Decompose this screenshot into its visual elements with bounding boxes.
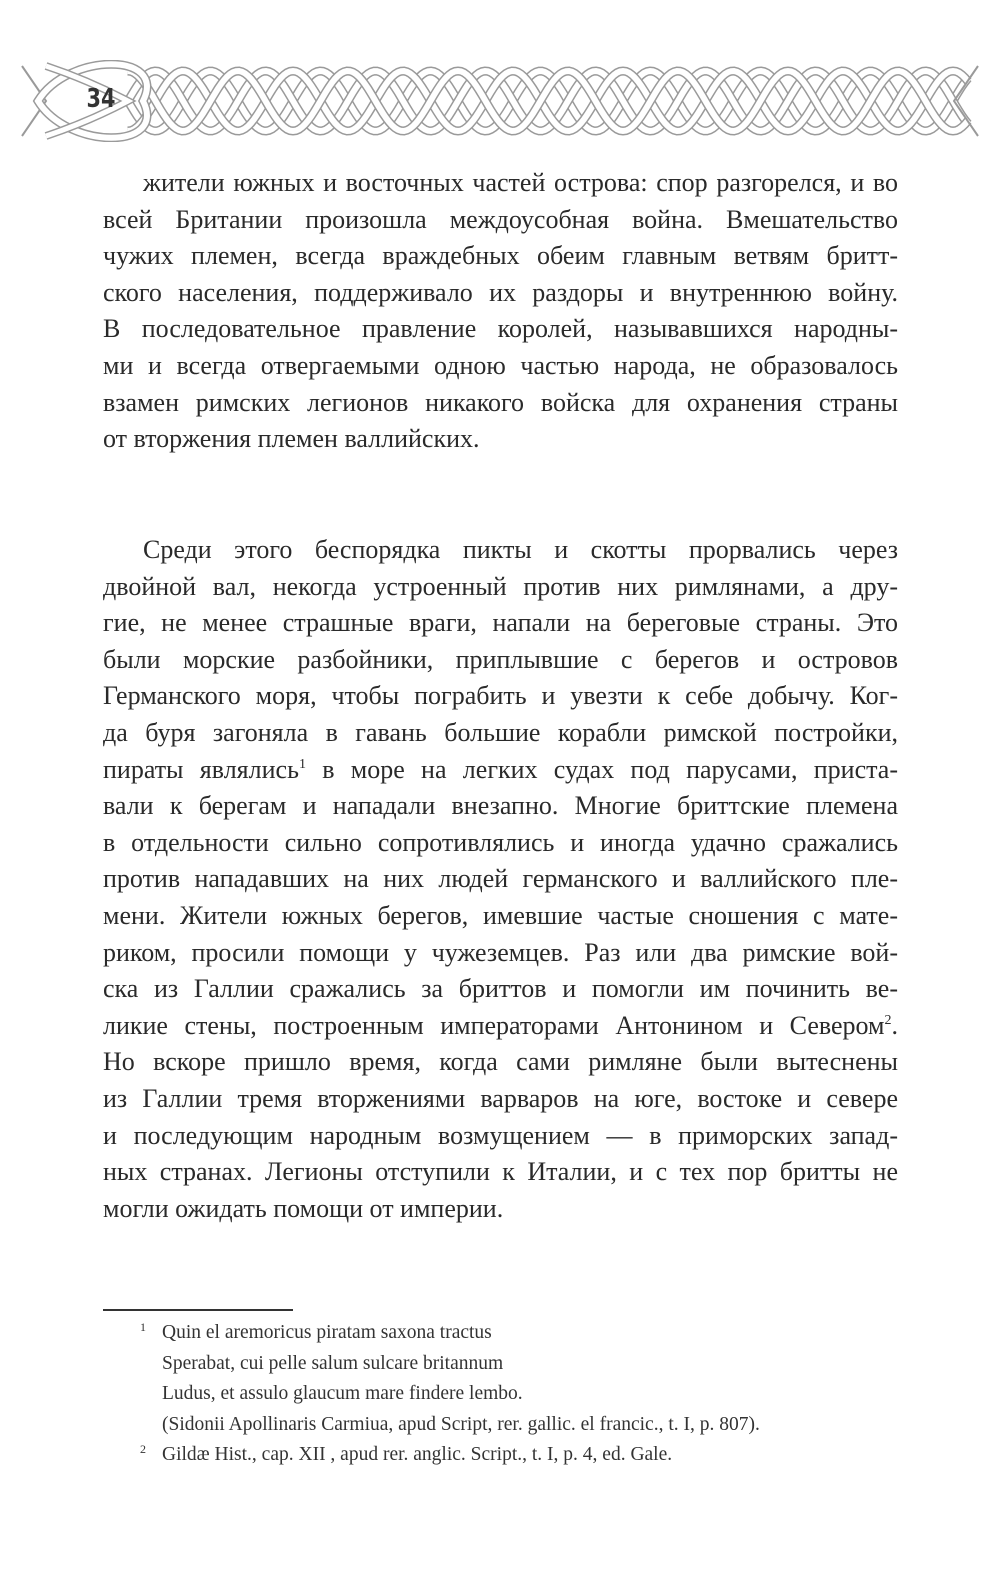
text-segment: Но вскоре пришло время, когда сами римляне были вытеснены — [103, 1047, 898, 1077]
text-line — [103, 202, 898, 239]
text-segment: вали к берегам и нападали внезапно. Многие бриттские племена — [103, 791, 898, 821]
text-line — [103, 971, 898, 1008]
footnote-reference: 2 — [884, 1012, 892, 1028]
text-segment: пираты являлись — [103, 754, 299, 784]
text-line — [103, 678, 898, 715]
text-segment: ных странах. Легионы отступили к Италии, и с тех пор бритты не — [103, 1157, 898, 1187]
text-segment: чужих племен, всегда враждебных обеим главным ветвям бритт- — [103, 241, 898, 271]
text-segment: двойной вал, некогда устроенный против них римлянами, а дру- — [103, 571, 898, 601]
footnote-line — [140, 1410, 760, 1441]
text-line — [103, 935, 898, 972]
text-line — [103, 311, 898, 348]
text-line — [103, 385, 898, 422]
text-line — [103, 1191, 898, 1228]
text-segment: от вторжения племен валлийских. — [103, 424, 480, 454]
text-segment: мени. Жители южных берегов, имевшие частые сношения с мате- — [103, 900, 898, 930]
text-line — [103, 1044, 898, 1081]
text-segment: ми и всегда отвергаемыми одною частью народа, не образовалось — [103, 350, 898, 380]
footnote-text: (Sidonii Apollinaris Carmiua, apud Script, rer. gallic. el francic., t. I, p. 807). — [162, 1413, 760, 1435]
text-line — [103, 861, 898, 898]
text-segment: в море на легких судах под парусами, приста- — [305, 754, 899, 784]
text-line — [103, 238, 898, 275]
text-line — [103, 752, 898, 789]
footnote-line — [140, 1349, 760, 1380]
text-segment: взамен римских легионов никакого войска для охранения страны — [103, 387, 898, 417]
text-segment: Среди этого беспорядка пикты и скотты прорвались через — [143, 535, 898, 564]
text-segment: против нападавших на них людей германского и валлийского пле- — [103, 864, 898, 894]
text-line — [103, 788, 898, 825]
text-line — [103, 715, 898, 752]
footnote-text: Quin el aremoricus piratam saxona tractus — [162, 1322, 492, 1343]
text-segment: гие, не менее страшные враги, напали на береговые страны. Это — [103, 608, 898, 638]
footnote-separator — [103, 1309, 293, 1311]
footnotes — [140, 1318, 760, 1471]
text-line — [103, 605, 898, 642]
text-line — [103, 1154, 898, 1191]
text-line — [103, 1008, 898, 1045]
text-segment: ского населения, поддерживало их раздоры и внутреннюю войну. — [103, 277, 898, 307]
text-segment: . — [891, 1010, 898, 1040]
text-segment: жители южных и восточных частей острова: спор разгорелся, и во — [143, 168, 898, 197]
text-segment: Германского моря, чтобы пограбить и увезти к себе добычу. Ког- — [103, 681, 898, 711]
text-line — [103, 1118, 898, 1155]
text-segment: ликие стены, построенным императорами Антонином и Севером — [103, 1010, 885, 1040]
text-segment: в отдельности сильно сопротивлялись и иногда удачно сражались — [103, 827, 898, 857]
text-line — [103, 532, 898, 569]
page-number: 34 — [86, 84, 116, 114]
footnote-text: Sperabat, cui pelle salum sulcare britannum — [162, 1352, 504, 1374]
text-line — [103, 825, 898, 862]
footnote-number: 2 — [140, 1442, 146, 1456]
text-line — [103, 642, 898, 679]
text-segment: риком, просили помощи у чужеземцев. Раз или два римские вой- — [103, 937, 898, 967]
text-segment: были морские разбойники, приплывшие с берегов и островов — [103, 644, 898, 674]
paragraph-2 — [103, 532, 898, 1227]
text-line — [103, 1081, 898, 1118]
celtic-knot-header-ornament — [18, 60, 982, 142]
text-line — [103, 898, 898, 935]
text-line — [103, 569, 898, 606]
text-segment: ска из Галлии сражались за бриттов и помогли им починить ве- — [103, 974, 898, 1004]
text-segment: и последующим народным возмущением — в приморских запад- — [103, 1120, 898, 1150]
footnote-reference: 1 — [298, 756, 306, 772]
text-line — [103, 275, 898, 312]
text-segment: из Галлии тремя вторжениями варваров на юге, востоке и севере — [103, 1083, 898, 1113]
footnote-number: 1 — [140, 1320, 146, 1334]
text-segment: могли ожидать помощи от империи. — [103, 1193, 504, 1223]
text-line — [103, 421, 898, 458]
text-line — [103, 348, 898, 385]
footnote-text: Ludus, et assulo glaucum mare findere lembo. — [162, 1383, 523, 1404]
footnote-line — [140, 1440, 760, 1471]
footnote-line — [140, 1379, 760, 1410]
text-line — [103, 165, 898, 202]
footnote-line — [140, 1318, 760, 1349]
paragraph-1 — [103, 165, 898, 458]
text-segment: В последовательное правление королей, называвшихся народны- — [103, 314, 898, 344]
text-segment: да буря загоняла в гавань большие корабли римской постройки, — [103, 717, 898, 747]
text-segment: всей Британии произошла междоусобная война. Вмешательство — [103, 204, 898, 234]
footnote-text: Gildæ Hist., cap. XII , apud rer. anglic. Script., t. I, p. 4, ed. Gale. — [162, 1444, 673, 1465]
